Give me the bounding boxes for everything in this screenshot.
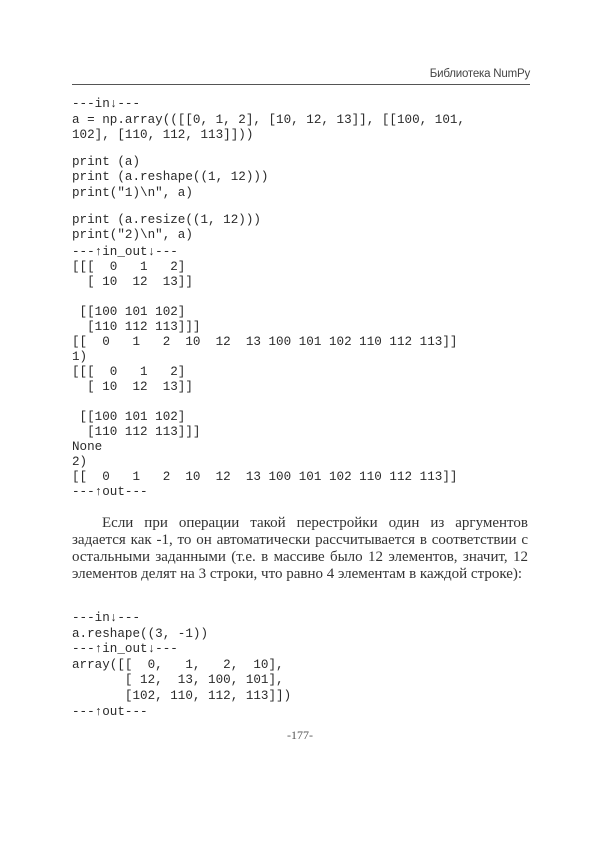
page-number: -177- xyxy=(287,728,313,742)
code-line: [110 112 113]]] xyxy=(72,425,201,439)
code-gap xyxy=(72,144,465,155)
code-line: 1) xyxy=(72,350,88,364)
code-line: [ 12, 13, 100, 101], xyxy=(72,673,284,688)
code-line: ---↑out--- xyxy=(72,485,148,499)
code-line: [[100 101 102] xyxy=(72,410,186,424)
code-line: print (a.reshape((1, 12))) xyxy=(72,170,269,185)
code-line: [ 10 12 13]] xyxy=(72,275,193,289)
code-line: [110 112 113]]] xyxy=(72,320,201,334)
code-line: [[ 0 1 2 10 12 13 100 101 102 110 112 113]] xyxy=(72,335,458,349)
code-line: ---↑in_out↓--- xyxy=(72,642,178,657)
code-line xyxy=(72,290,457,305)
code-line: [[100 101 102] xyxy=(72,305,186,319)
code-line: a.reshape((3, -1)) xyxy=(72,626,209,641)
code-output-block-1 xyxy=(72,245,457,500)
header-title: Библиотека NumPy xyxy=(429,68,530,80)
code-gap xyxy=(72,202,465,213)
code-line: None xyxy=(72,440,103,454)
body-paragraph: Если при операции такой перестройки один из аргументов задается как -1, то он автоматически рассчитывается в соответствии с остальными заданными (т.е. в массиве было 12 элементов, значит, 12 элементов делят на 3 строки, что равно 4 элементам в каждой строке): xyxy=(72,515,528,582)
code-line: print (a.resize((1, 12))) xyxy=(72,212,261,227)
running-header xyxy=(72,68,530,85)
code-line: [[[ 0 1 2] xyxy=(72,365,186,379)
code-block-2 xyxy=(72,611,291,720)
code-line: 2) xyxy=(72,455,88,469)
code-line: [102, 110, 112, 113]]) xyxy=(72,688,292,703)
code-line: a = np.array(([[0, 1, 2], [10, 12, 13]], [[100, 101, xyxy=(72,112,465,127)
code-line: print (a) xyxy=(72,154,141,169)
code-line xyxy=(72,395,457,410)
code-line: ---↑in_out↓--- xyxy=(72,245,178,259)
code-line: [[[ 0 1 2] xyxy=(72,260,186,274)
code-line: [ 10 12 13]] xyxy=(72,380,193,394)
code-line: 102], [110, 112, 113]])) xyxy=(72,128,254,143)
code-line: print("1)\n", a) xyxy=(72,185,193,200)
code-line: print("2)\n", a) xyxy=(72,228,193,243)
code-line: [[ 0 1 2 10 12 13 100 101 102 110 112 113]] xyxy=(72,470,458,484)
code-input-block-1 xyxy=(72,97,465,244)
code-line: ---in↓--- xyxy=(72,611,141,625)
code-line: array([[ 0, 1, 2, 10], xyxy=(72,657,284,672)
code-line: ---↑out--- xyxy=(72,704,148,719)
code-line: ---in↓--- xyxy=(72,97,141,111)
